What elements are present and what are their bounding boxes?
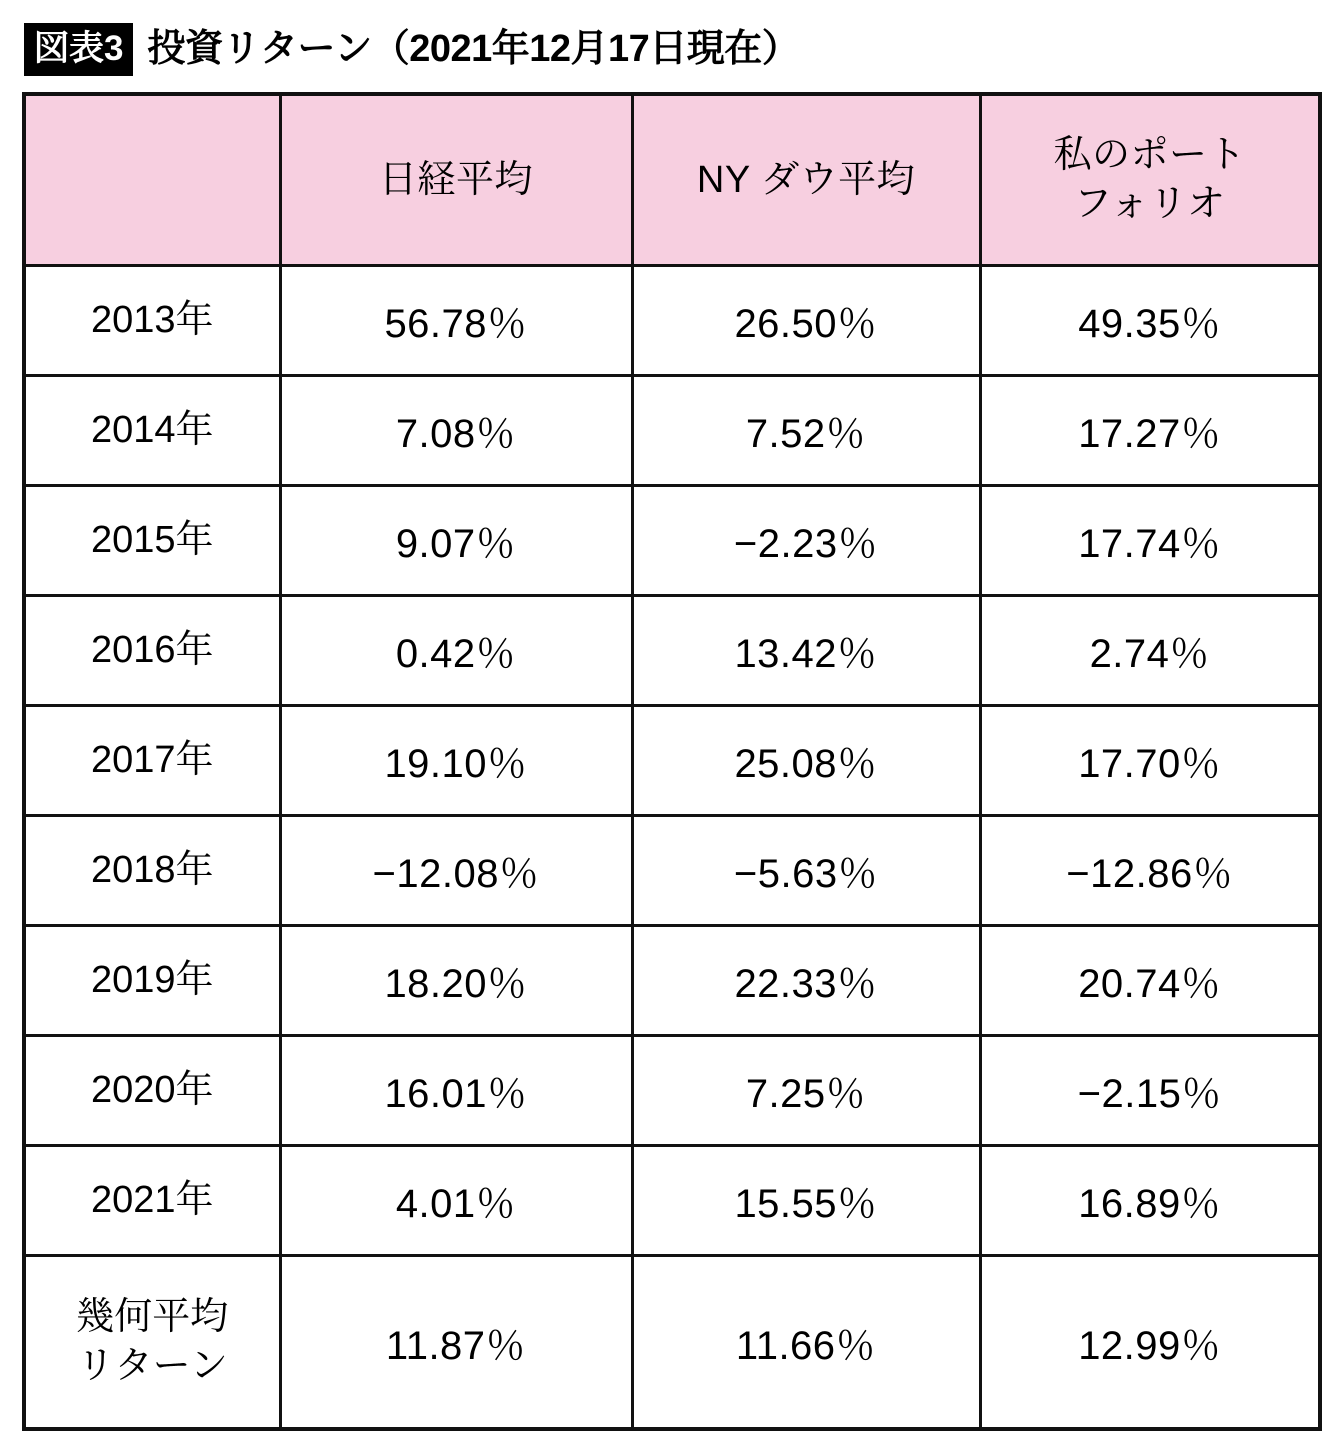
row-label-2015 xyxy=(24,486,280,596)
cell-dow-2016: 13.42％ xyxy=(632,596,980,706)
row-label-2013-line-1: 2013年 xyxy=(90,298,214,341)
row-label-2018 xyxy=(24,816,280,926)
table-row xyxy=(24,266,1320,376)
table-row xyxy=(24,376,1320,486)
row-label-2020-line-1: 2020年 xyxy=(90,1068,214,1111)
cell-dow-2018: −5.63％ xyxy=(632,816,980,926)
cell-dow-2017: 25.08％ xyxy=(632,706,980,816)
row-label-2019 xyxy=(24,926,280,1036)
row-label-geometric-mean-line-2: リターン xyxy=(76,1345,228,1387)
table-row xyxy=(24,596,1320,706)
cell-dow-2020: 7.25％ xyxy=(632,1036,980,1146)
cell-nikkei-2016: 0.42％ xyxy=(280,596,632,706)
cell-portfolio-2014: 17.27％ xyxy=(980,376,1320,486)
row-label-2014 xyxy=(24,376,280,486)
cell-portfolio-2018: −12.86％ xyxy=(980,816,1320,926)
table-row xyxy=(24,1036,1320,1146)
cell-portfolio-2013: 49.35％ xyxy=(980,266,1320,376)
cell-dow-geometric-mean: 11.66％ xyxy=(632,1256,980,1430)
row-label-2017 xyxy=(24,706,280,816)
cell-portfolio-2016: 2.74％ xyxy=(980,596,1320,706)
investment-returns-table xyxy=(22,92,1322,1431)
column-header-nikkei-line-1: 日経平均 xyxy=(378,158,533,201)
figure-number-badge: 図表3 xyxy=(24,23,133,76)
row-label-2021-line-1: 2021年 xyxy=(90,1178,214,1221)
page-title: 投資リターン（2021年12月17日現在） xyxy=(147,28,800,70)
row-label-2021 xyxy=(24,1146,280,1256)
cell-dow-2013: 26.50％ xyxy=(632,266,980,376)
row-label-2014-line-1: 2014年 xyxy=(90,408,214,451)
row-label-2020 xyxy=(24,1036,280,1146)
cell-nikkei-2018: −12.08％ xyxy=(280,816,632,926)
table-row xyxy=(24,816,1320,926)
cell-portfolio-2021: 16.89％ xyxy=(980,1146,1320,1256)
cell-portfolio-2019: 20.74％ xyxy=(980,926,1320,1036)
table-row xyxy=(24,1146,1320,1256)
returns-table-container xyxy=(20,92,1320,1431)
row-label-2013 xyxy=(24,266,280,376)
column-header-corner xyxy=(24,94,280,266)
row-label-2016 xyxy=(24,596,280,706)
cell-nikkei-2017: 19.10％ xyxy=(280,706,632,816)
column-header-my-portfolio-line-1: 私のポート xyxy=(1053,134,1246,177)
cell-portfolio-2015: 17.74％ xyxy=(980,486,1320,596)
cell-nikkei-2014: 7.08％ xyxy=(280,376,632,486)
cell-nikkei-2015: 9.07％ xyxy=(280,486,632,596)
row-label-2019-line-1: 2019年 xyxy=(90,958,214,1001)
table-row xyxy=(24,706,1320,816)
cell-nikkei-2019: 18.20％ xyxy=(280,926,632,1036)
cell-dow-2014: 7.52％ xyxy=(632,376,980,486)
row-label-2016-line-1: 2016年 xyxy=(90,628,214,671)
cell-dow-2019: 22.33％ xyxy=(632,926,980,1036)
cell-portfolio-2017: 17.70％ xyxy=(980,706,1320,816)
cell-nikkei-2013: 56.78％ xyxy=(280,266,632,376)
table-row xyxy=(24,486,1320,596)
row-label-2018-line-1: 2018年 xyxy=(90,848,214,891)
row-label-geometric-mean-line-1: 幾何平均 xyxy=(76,1295,229,1338)
row-label-geometric-mean xyxy=(24,1256,280,1430)
cell-nikkei-geometric-mean: 11.87％ xyxy=(280,1256,632,1430)
column-header-my-portfolio-line-2: フォリオ xyxy=(1073,183,1226,225)
table-header-row xyxy=(24,94,1320,266)
cell-dow-2015: −2.23％ xyxy=(632,486,980,596)
figure-title-row xyxy=(20,18,1320,80)
column-header-nikkei xyxy=(280,94,632,266)
row-label-2015-line-1: 2015年 xyxy=(90,518,214,561)
cell-portfolio-geometric-mean: 12.99％ xyxy=(980,1256,1320,1430)
table-row xyxy=(24,926,1320,1036)
cell-portfolio-2020: −2.15％ xyxy=(980,1036,1320,1146)
cell-nikkei-2020: 16.01％ xyxy=(280,1036,632,1146)
column-header-my-portfolio xyxy=(980,94,1320,266)
cell-nikkei-2021: 4.01％ xyxy=(280,1146,632,1256)
column-header-dow xyxy=(632,94,980,266)
table-body xyxy=(24,266,1320,1430)
cell-dow-2021: 15.55％ xyxy=(632,1146,980,1256)
table-row xyxy=(24,1256,1320,1430)
table-header xyxy=(24,94,1320,266)
column-header-dow-line-1: NY ダウ平均 xyxy=(696,158,916,201)
row-label-2017-line-1: 2017年 xyxy=(90,738,214,781)
